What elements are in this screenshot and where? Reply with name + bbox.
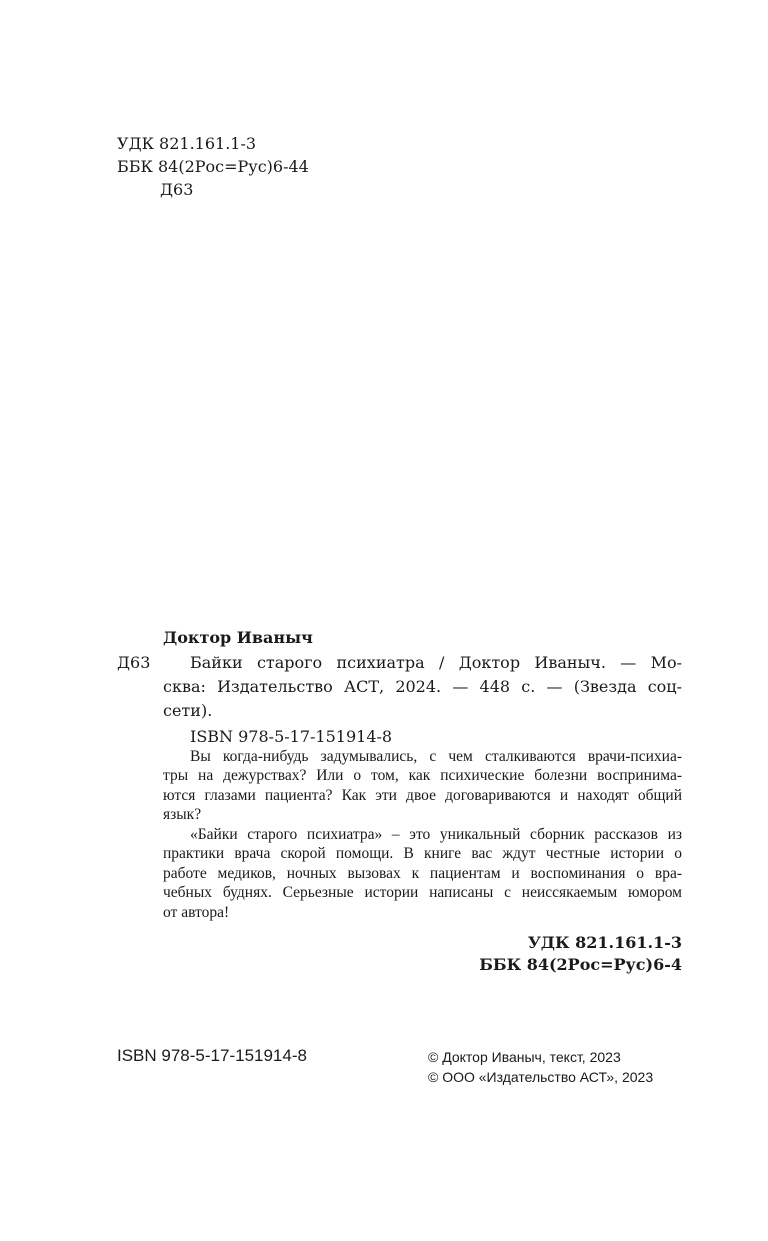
header-bbk: ББК 84(2Рос=Рус)6-44 [117,157,309,176]
entry-isbn: ISBN 978-5-17-151914-8 [190,727,393,746]
annotation-line: работе медиков, ночных вызовах к пациентам и воспоминания о вра- [163,865,682,882]
entry-bbk: ББК 84(2Рос=Рус)6-4 [479,955,682,974]
annotation-line: тры на дежурствах? Или о том, как психические болезни воспринима- [163,767,682,784]
annotation-line: язык? [163,806,202,823]
header-author-code: Д63 [160,180,194,199]
bib-line: сети). [163,701,213,720]
annotation-line: Вы когда-нибудь задумывались, с чем сталкиваются врачи-психиа- [190,748,682,765]
bib-line: сква: Издательство АСТ, 2024. — 448 с. — (Звезда соц- [163,677,682,696]
annotation-line: «Байки старого психиатра» – это уникальный сборник рассказов из [190,826,682,843]
header-udk: УДК 821.161.1-3 [117,134,257,153]
annotation-line: от автора! [163,904,230,921]
copyright-line: © ООО «Издательство АСТ», 2023 [428,1069,654,1085]
annotation-line: ются глазами пациента? Как эти двое договариваются и находят общий [163,787,682,804]
copyright-line: © Доктор Иваныч, текст, 2023 [428,1049,621,1065]
entry-author: Доктор Иваныч [163,628,313,647]
annotation-line: чебных буднях. Серьезные истории написаны с неиссякаемым юмором [163,884,682,901]
bib-line: Байки старого психиатра / Доктор Иваныч. — Мо- [190,653,682,672]
footer-isbn: ISBN 978-5-17-151914-8 [117,1046,307,1065]
entry-udk: УДК 821.161.1-3 [527,933,682,952]
annotation-line: практики врача скорой помощи. В книге вас ждут честные истории о [163,845,682,862]
entry-code: Д63 [117,653,151,672]
